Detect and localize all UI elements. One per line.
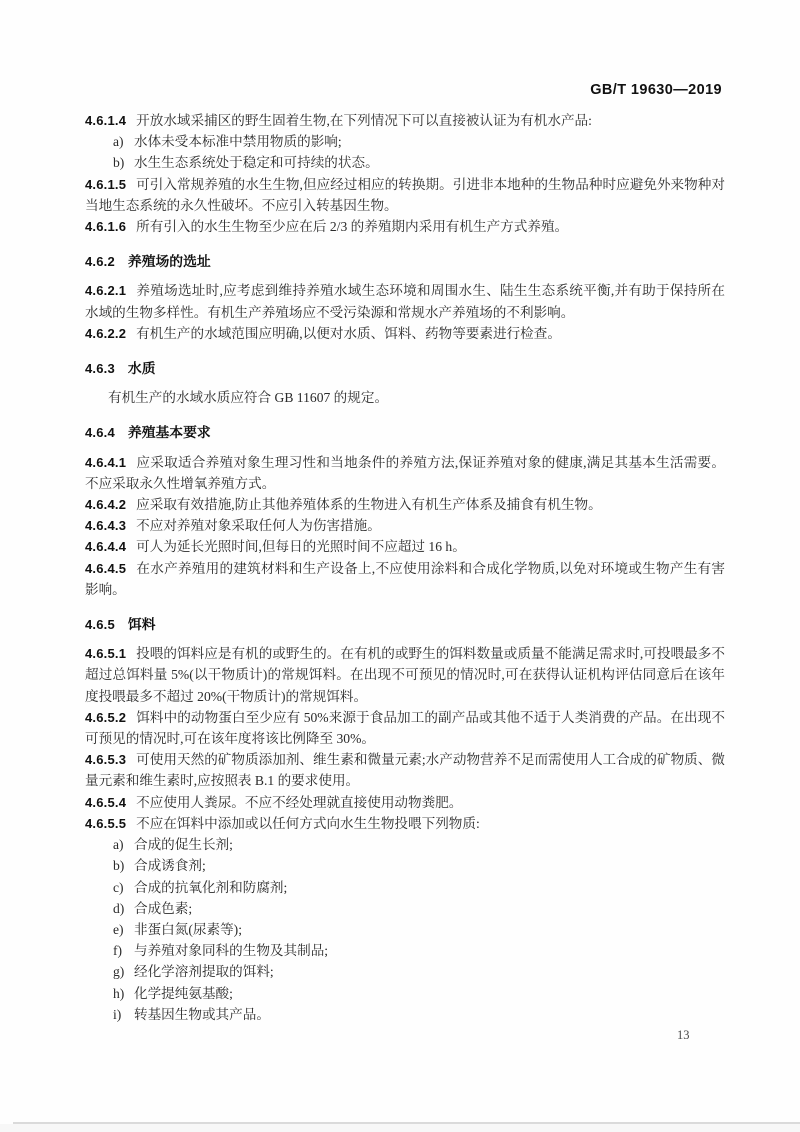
clause-number: 4.6.5.4 (85, 794, 127, 810)
clause-text: 有机生产的水域范围应明确,以便对水质、饵料、药物等要素进行检查。 (136, 325, 561, 341)
list-text: 经化学溶剂提取的饵料; (134, 964, 274, 980)
clause-text: 不应在饵料中添加或以任何方式向水生生物投喂下列物质: (136, 815, 480, 831)
heading-text: 养殖基本要求 (127, 425, 211, 441)
heading-number: 4.6.4 (85, 425, 115, 441)
list-label: a) (113, 837, 124, 853)
clause-4-6-4-4 (85, 536, 725, 557)
heading-text: 饵料 (127, 617, 156, 633)
list-label: a) (113, 134, 124, 150)
clause-number: 4.6.4.4 (85, 539, 127, 555)
list-label: e) (113, 921, 124, 937)
clause-4-6-5-1 (85, 643, 725, 707)
list-text: 合成的抗氧化剂和防腐剂; (134, 879, 288, 895)
clause-text: 投喂的饵料应是有机的或野生的。在有机的或野生的饵料数量或质量不能满足需求时,可投喂最多不超过总饵料量 5%(以干物质计)的常规饵料。在出现不可预见的情况时,可在获得认证机构评估同意后在该年度投喂最多不超过 20%(干物质计)的常规饵料。 (85, 646, 725, 704)
clause-number: 4.6.5.1 (85, 646, 127, 662)
list-text: 化学提纯氨基酸; (134, 985, 233, 1001)
clause-4-6-1-6 (85, 216, 725, 237)
clause-number: 4.6.4.2 (85, 497, 127, 513)
clause-text: 在水产养殖用的建筑材料和生产设备上,不应使用涂料和合成化学物质,以免对环境或生物产生有害影响。 (85, 560, 725, 597)
paragraph-text: 有机生产的水域水质应符合 GB 11607 的规定。 (108, 390, 389, 406)
clause-text: 开放水域采捕区的野生固着生物,在下列情况下可以直接被认证为有机水产品: (136, 113, 592, 128)
list-label: h) (113, 985, 125, 1001)
clause-text: 不应对养殖对象采取任何人为伤害措施。 (136, 518, 381, 534)
section-heading-4-6-2 (85, 251, 725, 272)
list-item-b (85, 855, 725, 876)
list-item-a (85, 834, 725, 855)
list-label: c) (113, 879, 124, 895)
paragraph-water-quality (85, 387, 725, 408)
clause-text: 饵料中的动物蛋白至少应有 50%来源于食品加工的副产品或其他不适于人类消费的产品。在出现不可预见的情况时,可在该年度将该比例降至 30%。 (85, 709, 725, 747)
list-label: d) (113, 900, 125, 916)
list-text: 水体未受本标准中禁用物质的影响; (134, 134, 342, 150)
clause-number: 4.6.4.1 (85, 454, 127, 470)
clause-number: 4.6.2.1 (85, 283, 127, 299)
clause-number: 4.6.1.6 (85, 219, 127, 235)
clause-4-6-1-4 (85, 110, 725, 131)
list-label: b) (113, 858, 125, 874)
list-text: 合成的促生长剂; (134, 837, 233, 853)
clause-number: 4.6.2.2 (85, 325, 127, 341)
list-text: 非蛋白氮(尿素等); (134, 921, 242, 937)
clause-4-6-5-4 (85, 792, 725, 813)
list-text: 与养殖对象同科的生物及其制品; (134, 943, 329, 959)
clause-text: 可使用天然的矿物质添加剂、维生素和微量元素;水产动物营养不足而需使用人工合成的矿物质、微量元素和维生素时,应按照表 B.1 的要求使用。 (85, 752, 725, 789)
clause-number: 4.6.5.5 (85, 815, 127, 831)
list-item-a (85, 131, 725, 152)
list-text: 合成诱食剂; (134, 858, 206, 874)
list-text: 水生生态系统处于稳定和可持续的状态。 (134, 155, 379, 171)
clause-4-6-4-3 (85, 515, 725, 536)
section-heading-4-6-3 (85, 358, 725, 379)
list-label: f) (113, 943, 123, 959)
list-text: 合成色素; (134, 900, 193, 916)
clause-4-6-1-5 (85, 174, 725, 216)
clause-number: 4.6.4.5 (85, 560, 127, 576)
clause-number: 4.6.4.3 (85, 518, 127, 534)
clause-number: 4.6.1.5 (85, 176, 127, 192)
clause-text: 应采取有效措施,防止其他养殖体系的生物进入有机生产体系及捕食有机生物。 (136, 497, 602, 513)
clause-4-6-4-2 (85, 494, 725, 515)
list-item-e (85, 919, 725, 940)
clause-4-6-4-5 (85, 558, 725, 600)
clause-number: 4.6.5.3 (85, 752, 127, 768)
list-item-g (85, 961, 725, 982)
section-heading-4-6-4 (85, 422, 725, 443)
list-item-d (85, 898, 725, 919)
heading-text: 水质 (127, 361, 156, 377)
clause-4-6-2-1 (85, 280, 725, 322)
list-item-f (85, 940, 725, 961)
clause-4-6-2-2 (85, 323, 725, 344)
list-label: b) (113, 155, 125, 171)
list-label: g) (113, 964, 125, 980)
document-body (85, 110, 725, 1025)
list-item-i (85, 1004, 725, 1025)
clause-text: 应采取适合养殖对象生理习性和当地条件的养殖方法,保证养殖对象的健康,满足其基本生活需要。不应采取永久性增氧养殖方式。 (85, 454, 725, 491)
clause-4-6-5-3 (85, 749, 725, 791)
clause-text: 所有引入的水生生物至少应在后 2/3 的养殖期内采用有机生产方式养殖。 (136, 219, 569, 235)
clause-text: 养殖场选址时,应考虑到维持养殖水域生态环境和周围水生、陆生生态系统平衡,并有助于保持所在水域的生物多样性。有机生产养殖场应不受污染源和常规水产养殖场的不利影响。 (85, 283, 725, 320)
scan-foot-area (0, 1124, 800, 1132)
list-label: i) (113, 1006, 122, 1022)
clause-4-6-5-2 (85, 707, 725, 749)
heading-number: 4.6.2 (85, 254, 115, 270)
section-heading-4-6-5 (85, 614, 725, 635)
clause-number: 4.6.1.4 (85, 113, 127, 128)
clause-text: 可引入常规养殖的水生生物,但应经过相应的转换期。引进非本地种的生物品种时应避免外来物种对当地生态系统的永久性破坏。不应引入转基因生物。 (85, 176, 725, 213)
list-text: 转基因生物或其产品。 (134, 1006, 270, 1022)
list-item-c (85, 877, 725, 898)
list-item-h (85, 983, 725, 1004)
heading-text: 养殖场的选址 (127, 254, 211, 270)
clause-number: 4.6.5.2 (85, 709, 127, 725)
clause-text: 不应使用人粪尿。不应不经处理就直接使用动物粪肥。 (136, 794, 463, 810)
page-number: 13 (677, 1028, 690, 1042)
clause-text: 可人为延长光照时间,但每日的光照时间不应超过 16 h。 (136, 539, 466, 555)
clause-4-6-4-1 (85, 452, 725, 494)
heading-number: 4.6.5 (85, 617, 115, 633)
standard-number-header: GB/T 19630—2019 (590, 82, 722, 98)
list-item-b (85, 152, 725, 173)
clause-4-6-5-5 (85, 813, 725, 834)
heading-number: 4.6.3 (85, 361, 115, 377)
